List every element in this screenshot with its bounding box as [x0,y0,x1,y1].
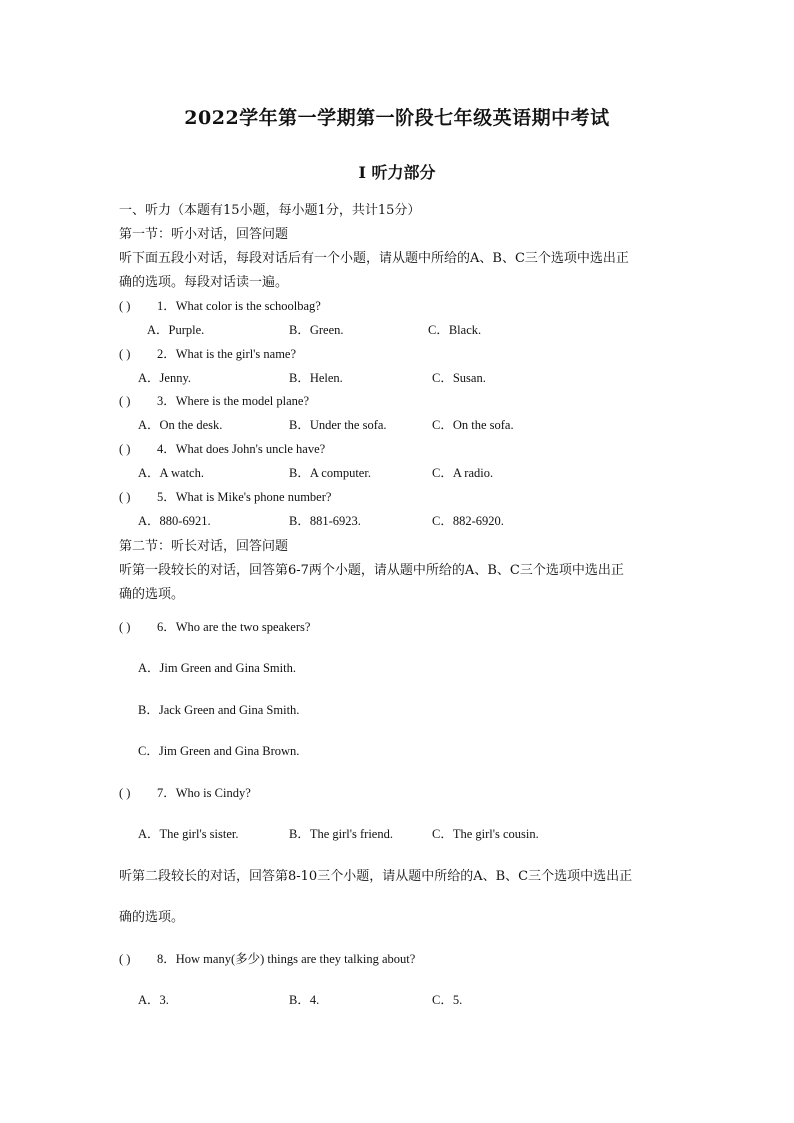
sub3-instruction-line2: 确的选项。 [119,910,185,925]
question-3 [119,391,309,409]
q6-option-b: B．Jack Green and Gina Smith. [138,703,300,717]
question-6 [119,617,310,635]
q8-option-b: B．4. [289,993,320,1007]
sub1-instruction-line1: 听下面五段小对话，每段对话后有一个小题，请从题中所给的A、B、C三个选项中选出正 [119,251,629,266]
answer-blank: ( ) [119,347,131,361]
answer-blank: ( ) [119,490,131,504]
answer-blank: ( ) [119,299,131,313]
q8-option-a: A．3. [138,993,169,1007]
part-title: I 听力部分 [358,163,436,182]
question-text: 5．What is Mike's phone number? [157,490,332,504]
answer-blank: ( ) [119,394,131,408]
question-5 [119,487,331,505]
exam-title: 2022学年第一学期第一阶段七年级英语期中考试 [184,107,610,129]
q6-option-a: A．Jim Green and Gina Smith. [138,661,296,675]
q2-option-c: C．Susan. [432,371,486,385]
question-7 [119,783,251,801]
q3-option-c: C．On the sofa. [432,418,514,432]
section1-heading: 一、听力（本题有15小题，每小题1分，共计15分） [119,203,421,218]
answer-blank: ( ) [119,620,131,634]
q7-option-c: C．The girl's cousin. [432,827,539,841]
q7-option-b: B．The girl's friend. [289,827,393,841]
q7-option-a: A．The girl's sister. [138,827,239,841]
q2-option-b: B．Helen. [289,371,343,385]
q5-option-a: A．880-6921. [138,514,211,528]
q5-option-b: B．881-6923. [289,514,361,528]
q3-option-a: A．On the desk. [138,418,223,432]
sub3-instruction-line1: 听第二段较长的对话，回答第8-10三个小题，请从题中所给的A、B、C三个选项中选出正 [119,869,633,884]
question-1 [119,296,321,314]
q5-option-c: C．882-6920. [432,514,504,528]
question-text: 1．What color is the schoolbag? [157,299,321,313]
question-text: 7．Who is Cindy? [157,786,251,800]
question-text: 8．How many(多少) things are they talking about? [157,952,416,966]
sub2-instruction-line1: 听第一段较长的对话，回答第6-7两个小题，请从题中所给的A、B、C三个选项中选出正 [119,563,624,578]
q1-option-b: B．Green. [289,323,344,337]
question-4 [119,439,325,457]
q8-option-c: C．5. [432,993,463,1007]
question-text: 6．Who are the two speakers? [157,620,311,634]
question-text: 3．Where is the model plane? [157,394,310,408]
sub2-instruction-line2: 确的选项。 [119,587,185,602]
answer-blank: ( ) [119,442,131,456]
question-8 [119,949,415,967]
q4-option-c: C．A radio. [432,466,494,480]
q6-option-c: C．Jim Green and Gina Brown. [138,744,300,758]
q2-option-a: A．Jenny. [138,371,192,385]
q4-option-a: A．A watch. [138,466,204,480]
sub1-heading: 第一节：听小对话，回答问题 [119,227,289,242]
question-2 [119,344,296,362]
sub1-instruction-line2: 确的选项。每段对话读一遍。 [119,275,289,290]
answer-blank: ( ) [119,952,131,966]
q4-option-b: B．A computer. [289,466,371,480]
answer-blank: ( ) [119,786,131,800]
q1-option-a: A．Purple. [147,323,205,337]
question-text: 4．What does John's uncle have? [157,442,326,456]
question-text: 2．What is the girl's name? [157,347,297,361]
sub2-heading: 第二节：听长对话，回答问题 [119,539,289,554]
q3-option-b: B．Under the sofa. [289,418,387,432]
q1-option-c: C．Black. [428,323,482,337]
